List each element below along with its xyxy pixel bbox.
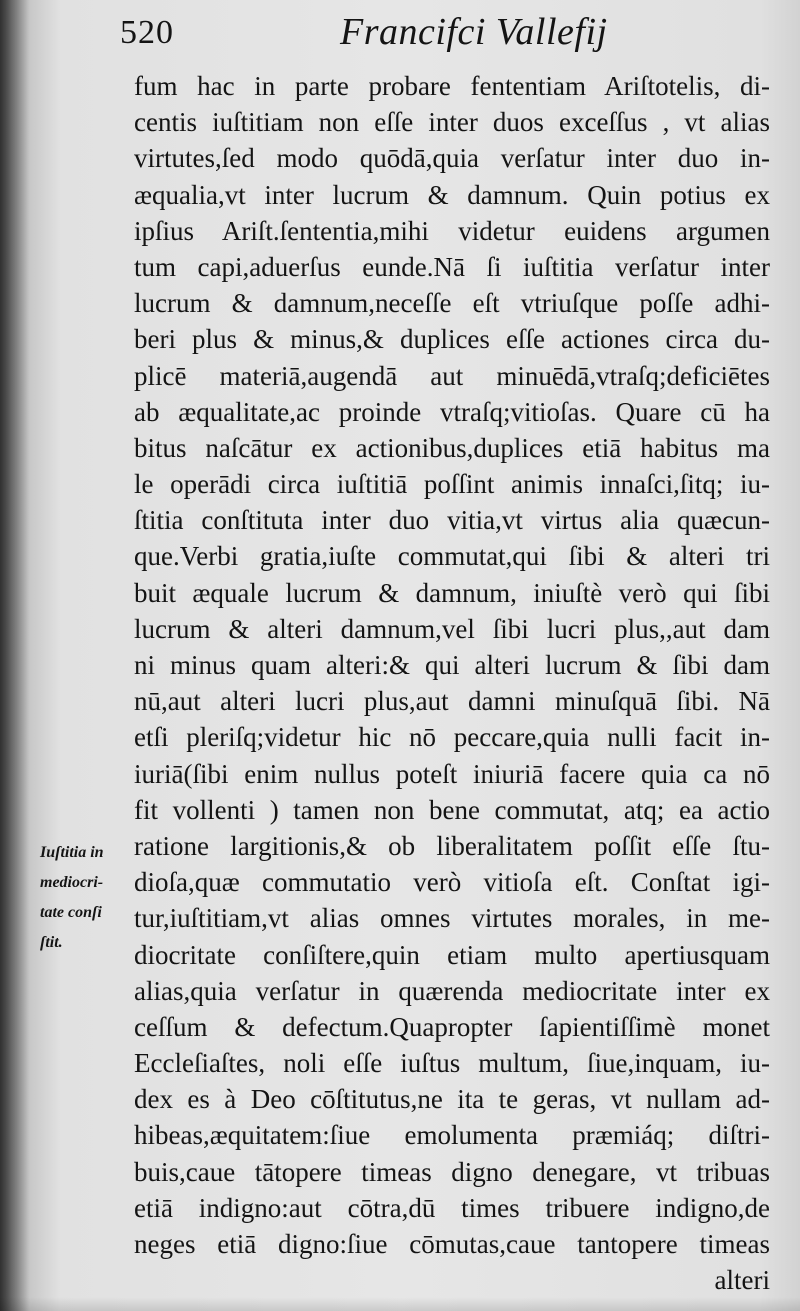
page-bottom-edge (0, 1297, 800, 1311)
text-line: etſi pleriſq;videtur hic nō peccare,quia nulli facit in- (134, 722, 770, 753)
margin-note-line: tate conſi (40, 904, 102, 921)
body-text (134, 68, 770, 1298)
text-line: alias,quia verſatur in quærenda mediocritate inter ex (134, 975, 770, 1006)
text-line: hibeas,æquitatem:ſiue emolumenta præmiáq; diſtri- (134, 1120, 770, 1151)
text-line: etiā indigno:aut cōtra,dū times tribuere indigno,de (134, 1192, 770, 1223)
text-line: lucrum & alteri damnum,vel ſibi lucri plus,,aut dam (134, 613, 770, 644)
running-head: Francifci Vallefij (340, 11, 608, 53)
text-line: plicē materiā,augendā aut minuēdā,vtraſq;deficiētes (134, 360, 770, 391)
margin-note (40, 838, 132, 958)
text-line: centis iuſtitiam non eſſe inter duos exceſſus , vt alias (134, 107, 770, 138)
text-line: ab æqualitate,ac proinde vtraſq;vitioſas. Quare cū ha (134, 396, 770, 427)
text-line: fum hac in parte probare fententiam Ariſtotelis, di- (134, 71, 770, 101)
text-line: que.Verbi gratia,iuſte commutat,qui ſibi & alteri tri (134, 541, 770, 572)
text-line: neges etiā digno:ſiue cōmutas,caue tantopere timeas (134, 1229, 770, 1259)
text-line: ratione largitionis,& ob liberalitatem poſſit eſſe ſtu- (134, 830, 770, 861)
margin-note-line: ſtit. (40, 934, 63, 951)
text-line: æqualia,vt inter lucrum & damnum. Quin potius ex (134, 179, 770, 210)
text-line: le operādi circa iuſtitiā poſſint animis innaſci,ſitq; iu- (134, 469, 770, 500)
text-line: ceſſum & defectum.Quapropter ſapientiſſimè monet (134, 1011, 770, 1042)
text-line: tur,iuſtitiam,vt alias omnes virtutes morales, in me- (134, 903, 770, 934)
text-line: virtutes,ſed modo quōdā,quia verſatur inter duo in- (134, 143, 770, 174)
text-line: bitus naſcātur ex actionibus,duplices etiā habitus ma (134, 432, 770, 463)
margin-note-line: mediocri- (40, 874, 104, 891)
margin-note-line: Iuſtitia in (40, 844, 104, 861)
page-header (120, 8, 760, 60)
text-line: tum capi,aduerſus eunde.Nā ſi iuſtitia verſatur inter (134, 251, 770, 282)
text-line: dex es à Deo cōſtitutus,ne ita te geras, vt nullam ad- (134, 1084, 770, 1115)
text-line: lucrum & damnum,neceſſe eſt vtriuſque poſſe adhi- (134, 288, 770, 319)
text-line: alteri (714, 1265, 770, 1296)
text-line: Eccleſiaſtes, noli eſſe iuſtus multum, ſiue,inquam, iu- (134, 1048, 770, 1079)
text-line: buit æquale lucrum & damnum, iniuſtè verò qui ſibi (134, 577, 770, 608)
text-line: dioſa,quæ commutatio verò vitioſa eſt. Conſtat igi- (134, 867, 770, 898)
text-line: nū,aut alteri lucri plus,aut damni minuſquā ſibi. Nā (134, 686, 770, 717)
text-line: beri plus & minus,& duplices eſſe actiones circa du- (134, 324, 770, 355)
page-number: 520 (120, 14, 174, 51)
text-line: diocritate conſiſtere,quin etiam multo apertiusquam (134, 939, 770, 970)
text-line: ni minus quam alteri:& qui alteri lucrum & ſibi dam (134, 650, 770, 680)
text-line: ipſius Ariſt.ſententia,mihi videtur euidens argumen (134, 215, 770, 246)
text-line: iuriā(ſibi enim nullus poteſt iniuriā facere quia ca nō (134, 758, 770, 789)
binding-gutter-shadow (0, 0, 30, 1311)
text-line: fit vollenti ) tamen non bene commutat, atq; ea actio (134, 794, 770, 825)
text-line: ſtitia conſtituta inter duo vitia,vt virtus alia quæcun- (134, 505, 770, 536)
text-line: buis,caue tātopere timeas digno denegare, vt tribuas (134, 1156, 770, 1187)
